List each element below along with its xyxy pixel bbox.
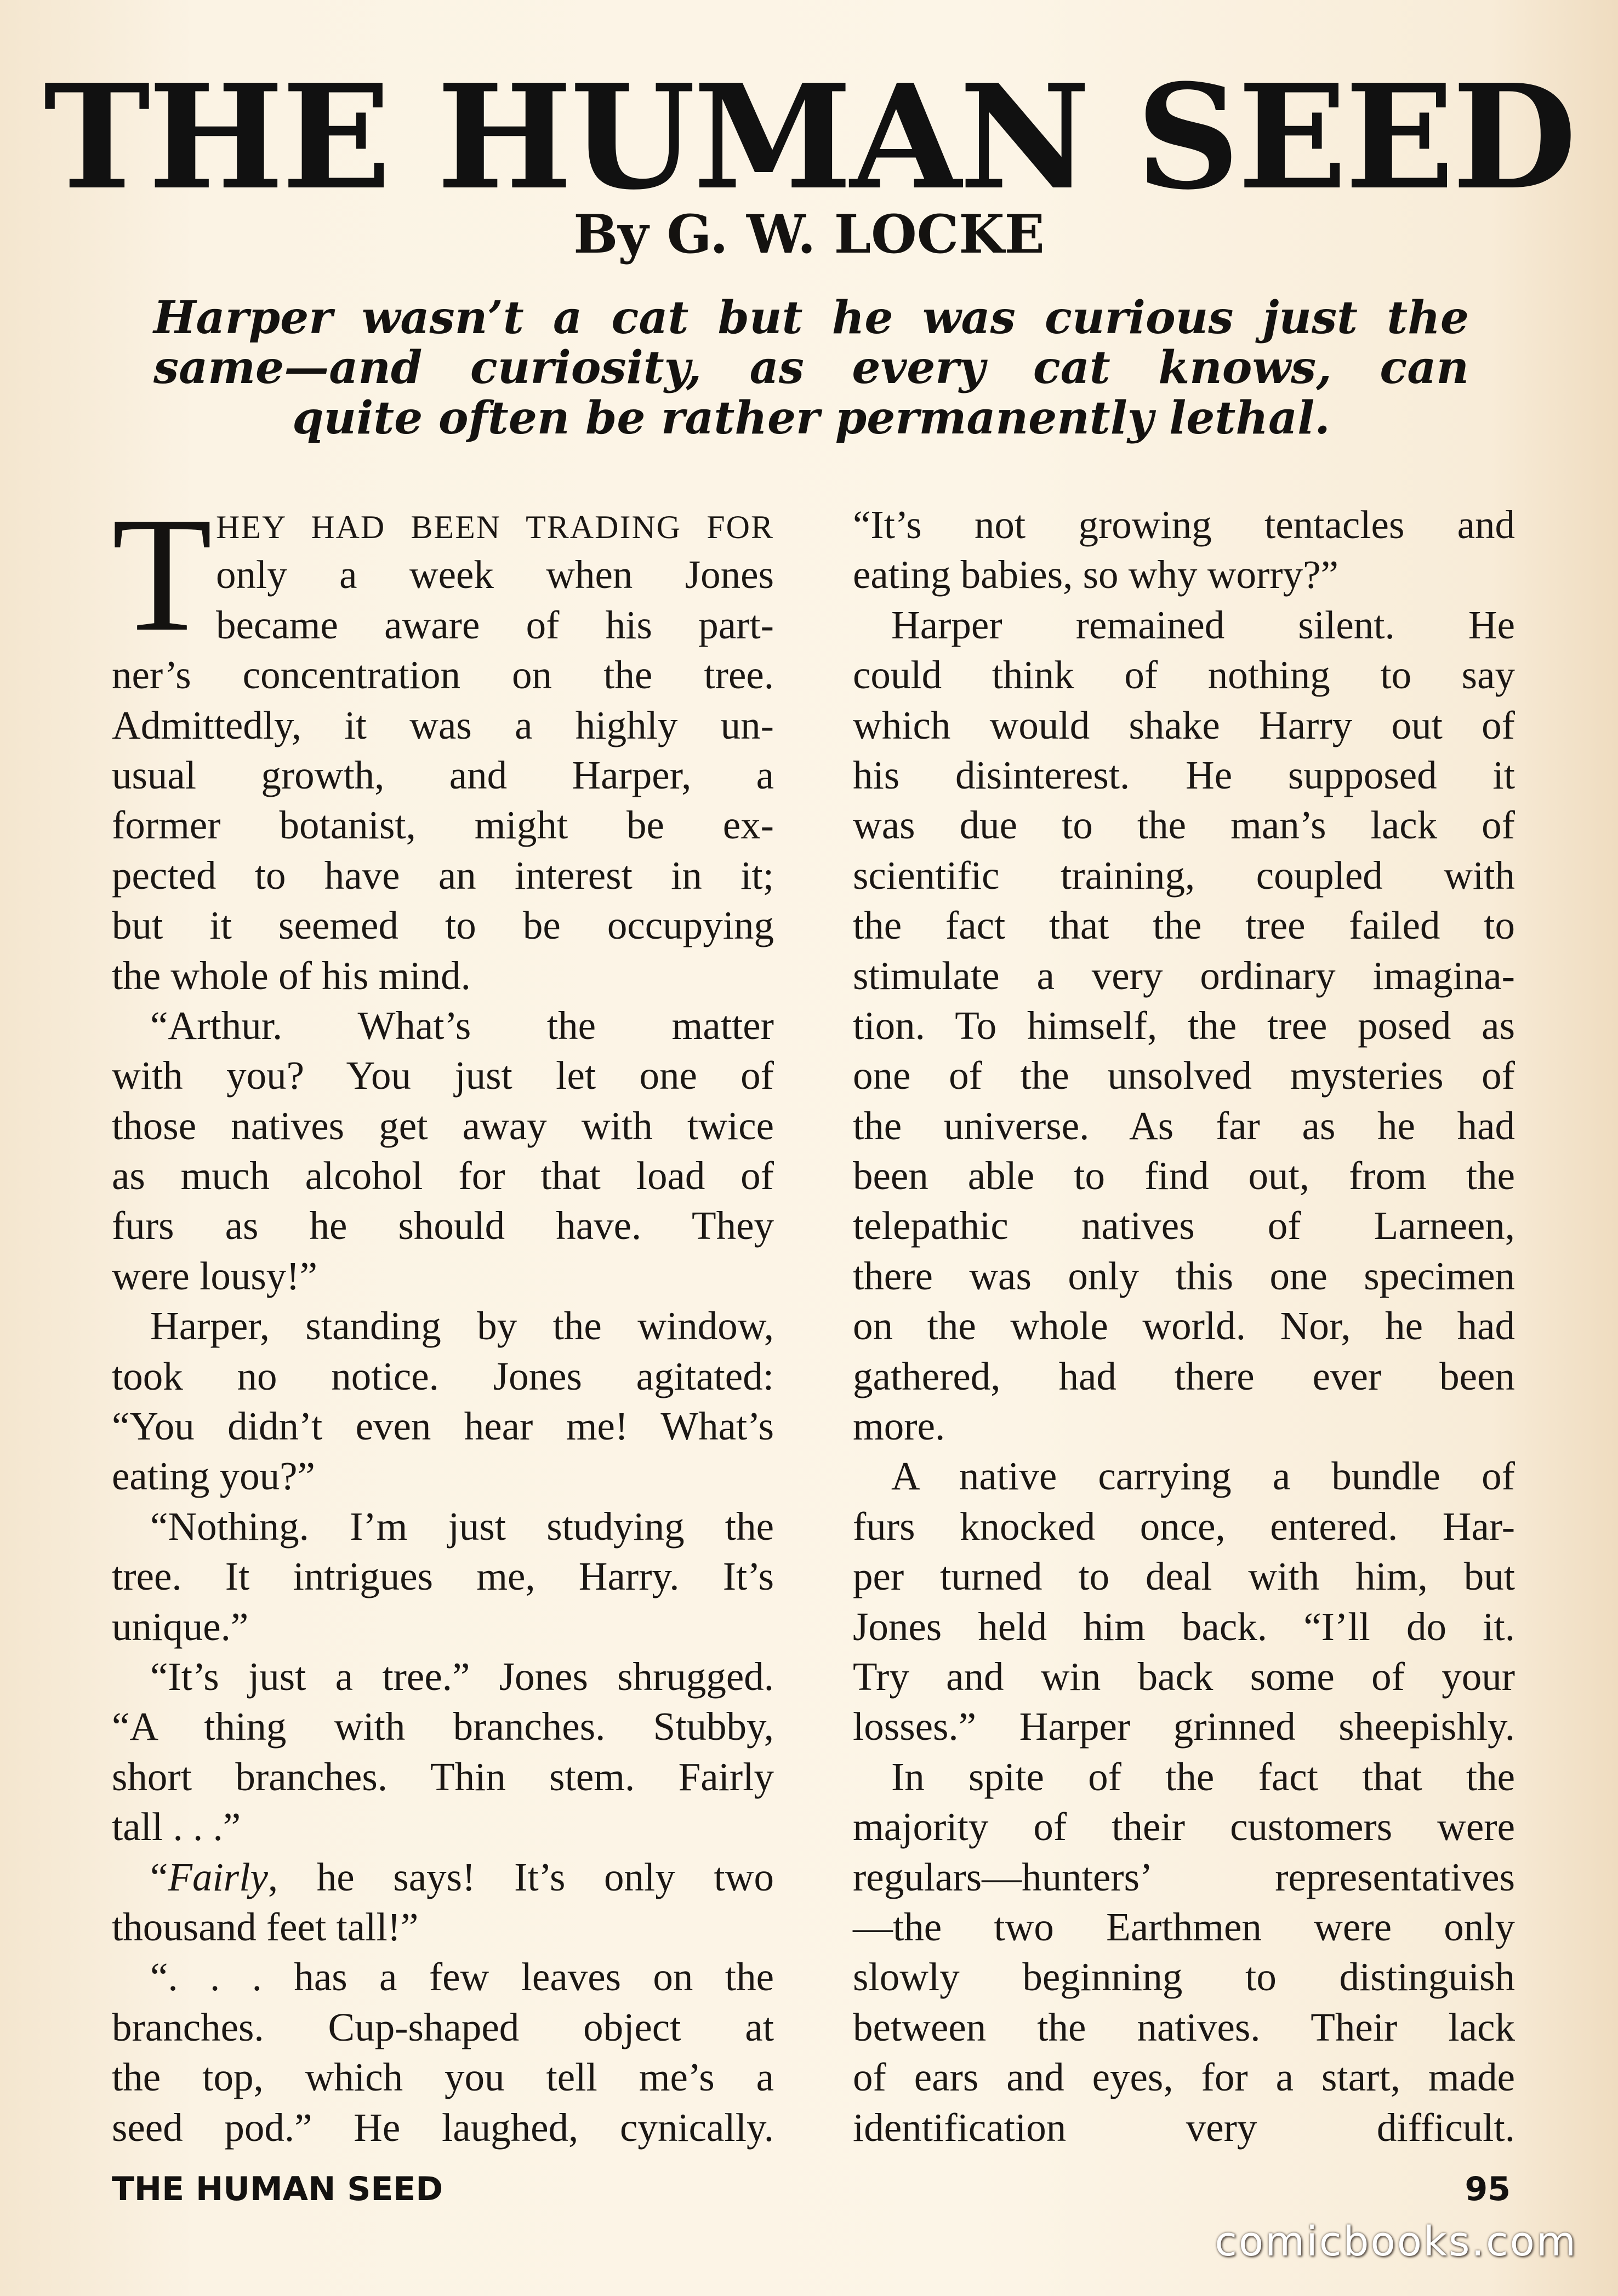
text-line: Try and win back some of your	[853, 1654, 1515, 1699]
text-line: Admittedly, it was a highly un-	[112, 702, 774, 747]
blurb-line: quite often be rather permanently lethal.	[292, 391, 1330, 444]
text-line: stimulate a very ordinary imagina-	[853, 953, 1515, 998]
text-line: “. . . has a few leaves on the	[150, 1955, 774, 2000]
text-line: unique.”	[112, 1604, 249, 1649]
text-line: former botanist, might be ex-	[112, 803, 774, 848]
text-line: could think of nothing to say	[853, 653, 1515, 698]
text-line: been able to find out, from the	[853, 1153, 1515, 1198]
text-line: the universe. As far as he had	[853, 1103, 1515, 1148]
source-watermark: comicbooks.com	[1215, 2218, 1577, 2265]
story-blurb	[153, 290, 1469, 444]
text-line: there was only this one specimen	[853, 1253, 1515, 1298]
page-number: 95	[1465, 2170, 1511, 2208]
text-line: scientific training, coupled with	[853, 853, 1515, 898]
text-line: the top, which you tell me’s a	[112, 2055, 774, 2100]
text-line: Harper remained silent. He	[891, 602, 1515, 647]
text-line: In spite of the fact that the	[891, 1754, 1515, 1799]
text-line: majority of their customers were	[853, 1804, 1515, 1849]
text-line: eating babies, so why worry?”	[853, 552, 1338, 597]
text-line: per turned to deal with him, but	[853, 1554, 1515, 1599]
text-line: Jones held him back. “I’ll do it.	[853, 1604, 1515, 1649]
lead-in-smallcaps: HEY HAD BEEN TRADING FOR	[216, 509, 774, 545]
text-line: “Fairly, he says! It’s only two	[150, 1854, 774, 1899]
text-line: were lousy!”	[112, 1253, 317, 1298]
text-line: pected to have an interest in it;	[112, 853, 774, 898]
drop-cap: T	[112, 483, 213, 665]
text-line: losses.” Harper grinned sheepishly.	[853, 1704, 1515, 1749]
text-line: more.	[853, 1404, 945, 1449]
text-line: was due to the man’s lack of	[853, 803, 1515, 848]
text-line: seed pod.” He laughed, cynically.	[112, 2105, 774, 2150]
text-line: gathered, had there ever been	[853, 1353, 1515, 1398]
text-fragment: , he says! It’s only two	[267, 1854, 774, 1899]
text-line: thousand feet tall!”	[112, 1904, 419, 1949]
text-line: of ears and eyes, for a start, made	[853, 2055, 1515, 2100]
text-line: which would shake Harry out of	[853, 702, 1515, 747]
opening-paragraph	[112, 483, 774, 665]
story-title: THE HUMAN SEED	[43, 53, 1575, 221]
text-line: furs as he should have. They	[112, 1203, 774, 1248]
text-line: “Arthur. What’s the matter	[150, 1003, 774, 1048]
text-line: became aware of his part-	[216, 602, 774, 647]
text-line: between the natives. Their lack	[853, 2004, 1515, 2049]
text-line: “It’s not growing tentacles and	[853, 502, 1515, 547]
left-column	[112, 483, 774, 2152]
text-line: one of the unsolved mysteries of	[853, 1053, 1515, 1098]
text-line: “Nothing. I’m just studying the	[150, 1504, 774, 1549]
text-line: the fact that the tree failed to	[853, 903, 1515, 948]
text-line: regulars—hunters’ representatives	[853, 1854, 1515, 1899]
text-line: his disinterest. He supposed it	[853, 752, 1515, 797]
text-line: A native carrying a bundle of	[891, 1454, 1515, 1499]
running-footer-title: THE HUMAN SEED	[112, 2170, 443, 2208]
text-line: with you? You just let one of	[112, 1053, 774, 1098]
text-line: the whole of his mind.	[112, 953, 471, 998]
blurb-line: same—and curiosity, as every cat knows, can	[153, 341, 1469, 395]
author-byline: By G. W. LOCKE	[573, 203, 1045, 265]
text-line: tall . . .”	[112, 1804, 241, 1849]
text-line: tree. It intrigues me, Harry. It’s	[112, 1554, 774, 1599]
text-line: on the whole world. Nor, he had	[853, 1304, 1515, 1349]
text-line: tion. To himself, the tree posed as	[853, 1003, 1515, 1048]
text-line: only a week when Jones	[216, 552, 774, 597]
text-line: slowly beginning to distinguish	[853, 1955, 1515, 2000]
text-line: as much alcohol for that load of	[112, 1153, 774, 1198]
text-line: Harper, standing by the window,	[150, 1304, 774, 1349]
text-line: “You didn’t even hear me! What’s	[112, 1404, 774, 1449]
right-column	[853, 500, 1515, 2152]
blurb-line: Harper wasn’t a cat but he was curious just the	[153, 292, 1469, 344]
text-line: identification very difficult.	[853, 2105, 1515, 2150]
text-line: but it seemed to be occupying	[112, 903, 774, 948]
text-line: “A thing with branches. Stubby,	[112, 1704, 774, 1749]
text-line: usual growth, and Harper, a	[112, 752, 774, 797]
text-line: “It’s just a tree.” Jones shrugged.	[150, 1654, 774, 1699]
text-line: telepathic natives of Larneen,	[853, 1203, 1515, 1248]
text-line: took no notice. Jones agitated:	[112, 1353, 774, 1398]
text-line: those natives get away with twice	[112, 1103, 774, 1148]
text-line: ner’s concentration on the tree.	[112, 653, 774, 698]
text-line: furs knocked once, entered. Har-	[853, 1504, 1515, 1549]
text-line: —the two Earthmen were only	[853, 1904, 1515, 1949]
italic-fairly: Fairly	[168, 1854, 268, 1899]
text-line: branches. Cup-shaped object at	[112, 2004, 774, 2049]
text-line: short branches. Thin stem. Fairly	[112, 1754, 774, 1799]
text-line: eating you?”	[112, 1454, 315, 1499]
